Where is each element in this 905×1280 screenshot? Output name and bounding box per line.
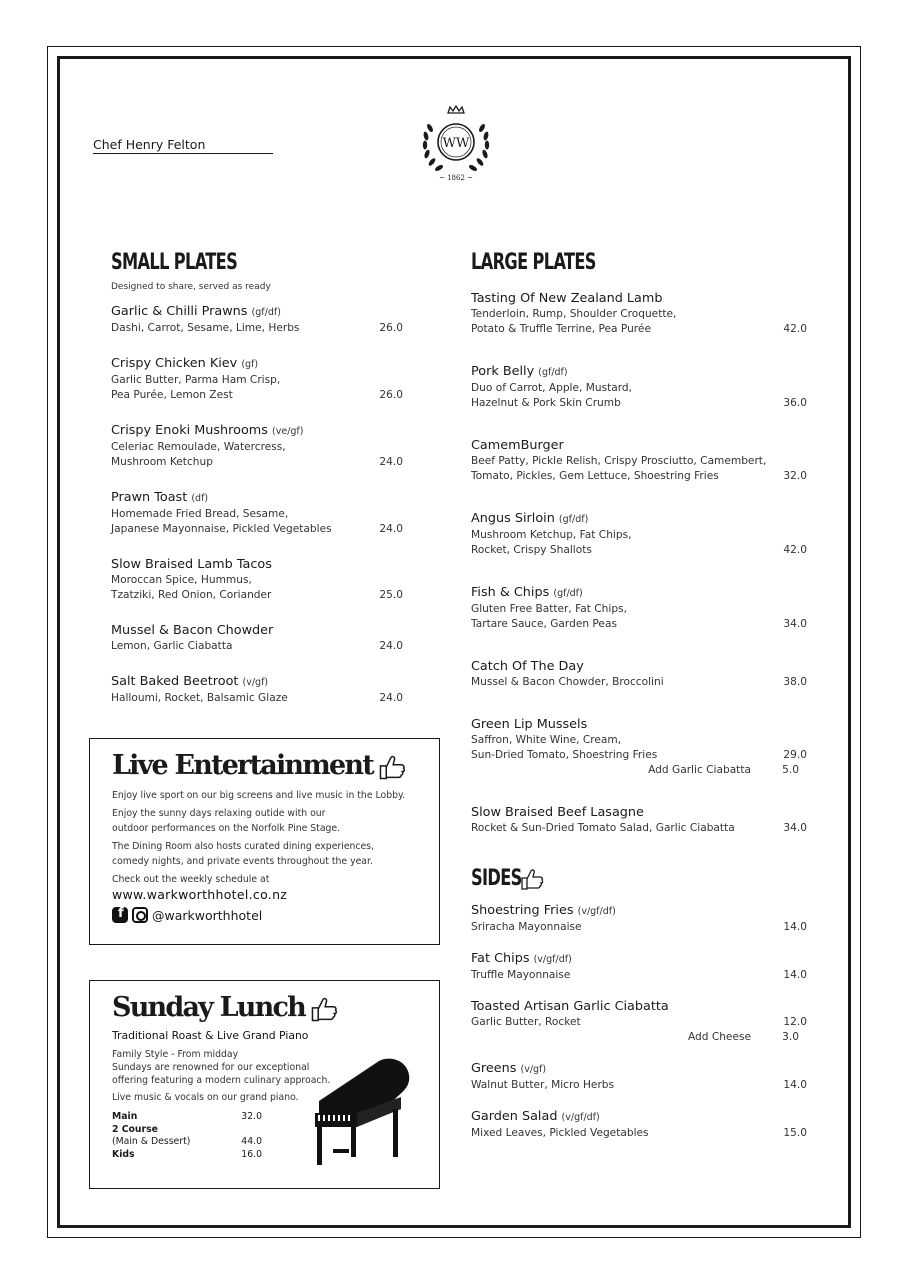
logo-monogram: WW	[442, 136, 470, 151]
social-handle[interactable]: @warkworthhotel	[152, 907, 263, 923]
live-entertainment-title-text: Live Entertainment	[112, 750, 373, 781]
dietary-tag: (v/gf/df)	[533, 954, 572, 965]
menu-item-name: CamemBurger	[471, 438, 564, 453]
menu-item-price: 24.0	[379, 456, 403, 468]
menu-item	[471, 438, 807, 484]
small-plates-list	[111, 304, 403, 706]
menu-item-price: 26.0	[379, 322, 403, 334]
social-row	[112, 907, 417, 923]
sides-heading-row	[471, 866, 807, 891]
sunday-lunch-box	[89, 980, 440, 1189]
thumbs-up-icon	[519, 867, 545, 891]
sunday-text-2: Live music & vocals on our grand piano.	[112, 1092, 299, 1103]
small-plates-section	[111, 250, 403, 706]
sides-heading: SIDES	[471, 866, 522, 891]
ent-text-2: Enjoy the sunny days relaxing outide with our outdoor performances on the Norfolk Pine Stage.	[112, 808, 341, 834]
large-plates-list	[471, 291, 807, 836]
menu-item-name: Garden Salad (v/gf/df)	[471, 1109, 600, 1124]
menu-item	[111, 423, 403, 470]
menu-item-description: Sriracha Mayonnaise	[471, 921, 582, 933]
sunday-price-row: (Main & Dessert) 44.0	[112, 1136, 262, 1147]
menu-item-name: Slow Braised Lamb Tacos	[111, 557, 272, 572]
menu-item-description: Walnut Butter, Micro Herbs	[471, 1079, 615, 1091]
menu-item-description: Rocket & Sun-Dried Tomato Salad, Garlic Ciabatta	[471, 822, 735, 834]
menu-item-description: Dashi, Carrot, Sesame, Lime, Herbs	[111, 322, 300, 334]
menu-item-name: Salt Baked Beetroot (v/gf)	[111, 674, 269, 689]
menu-item-description: Japanese Mayonnaise, Pickled Vegetables	[111, 523, 332, 535]
website-link[interactable]: www.warkworthhotel.co.nz	[112, 887, 288, 902]
menu-item-name: Fish & Chips (gf/df)	[471, 585, 583, 600]
menu-item-description: Tenderloin, Rump, Shoulder Croquette,	[471, 308, 677, 320]
menu-item-description: Rocket, Crispy Shallots	[471, 544, 592, 556]
menu-item-description: Truffle Mayonnaise	[471, 969, 571, 981]
menu-item	[111, 623, 403, 654]
menu-item-price: 36.0	[783, 397, 807, 409]
menu-item-name: Slow Braised Beef Lasagne	[471, 805, 644, 820]
menu-item	[111, 490, 403, 537]
menu-item-description: Gluten Free Batter, Fat Chips,	[471, 603, 627, 615]
menu-item-description: Tomato, Pickles, Gem Lettuce, Shoestring Fries	[471, 470, 719, 482]
menu-item-price: 42.0	[783, 544, 807, 556]
menu-item-description: Halloumi, Rocket, Balsamic Glaze	[111, 692, 288, 704]
menu-item-name: Fat Chips (v/gf/df)	[471, 951, 572, 966]
sunday-subtitle: Traditional Roast & Live Grand Piano	[112, 1029, 309, 1042]
menu-item-name: Crispy Chicken Kiev (gf)	[111, 356, 259, 371]
menu-item-name: Crispy Enoki Mushrooms (ve/gf)	[111, 423, 304, 438]
menu-item-name: Toasted Artisan Garlic Ciabatta	[471, 999, 669, 1014]
menu-item-description: Duo of Carrot, Apple, Mustard,	[471, 382, 633, 394]
menu-item-name: Catch Of The Day	[471, 659, 584, 674]
menu-item	[111, 304, 403, 336]
menu-item-name: Green Lip Mussels	[471, 717, 588, 732]
menu-item-description: Mushroom Ketchup	[111, 456, 213, 468]
large-plates-section	[471, 250, 807, 1141]
menu-item-description: Beef Patty, Pickle Relish, Crispy Prosciutto, Camembert,	[471, 455, 767, 467]
menu-item-description: Mushroom Ketchup, Fat Chips,	[471, 529, 632, 541]
logo-year: ~ 1862 ~	[439, 174, 473, 182]
dietary-tag: (v/gf/df)	[561, 1112, 600, 1123]
menu-item	[111, 356, 403, 403]
menu-item	[111, 557, 403, 603]
menu-item-description: Mussel & Bacon Chowder, Broccolini	[471, 676, 664, 688]
menu-item-price: 34.0	[783, 822, 807, 834]
dietary-tag: (df)	[191, 493, 209, 504]
live-entertainment-title	[112, 747, 417, 785]
menu-item	[471, 364, 807, 411]
menu-item-description: Celeriac Remoulade, Watercress,	[111, 441, 286, 453]
dietary-tag: (v/gf/df)	[577, 906, 616, 917]
hotel-crest-logo	[414, 104, 498, 184]
menu-item-price: 24.0	[379, 523, 403, 535]
sunday-price-row: Kids 16.0	[112, 1148, 262, 1160]
menu-item-description: Lemon, Garlic Ciabatta	[111, 640, 233, 652]
menu-item-name: Angus Sirloin (gf/df)	[471, 511, 589, 526]
sunday-lunch-title	[112, 989, 417, 1027]
dietary-tag: (v/gf)	[242, 677, 269, 688]
menu-item-price: 32.0	[783, 470, 807, 482]
menu-item	[471, 1061, 807, 1093]
menu-item	[471, 903, 807, 935]
sunday-lunch-title-text: Sunday Lunch	[112, 992, 305, 1023]
menu-item	[471, 585, 807, 632]
dietary-tag: (gf)	[241, 359, 259, 370]
menu-item-price: 42.0	[783, 323, 807, 335]
menu-item-price: 26.0	[379, 389, 403, 401]
menu-item-addon: Add Garlic Ciabatta 5.0	[648, 764, 799, 776]
small-plates-subtitle: Designed to share, served as ready	[111, 282, 271, 292]
menu-item-name: Garlic & Chilli Prawns (gf/df)	[111, 304, 281, 319]
menu-item-name: Shoestring Fries (v/gf/df)	[471, 903, 616, 918]
menu-item-price: 29.0	[783, 749, 807, 761]
menu-item-description: Saffron, White Wine, Cream,	[471, 734, 622, 746]
large-plates-heading: LARGE PLATES	[471, 250, 596, 275]
menu-item-description: Garlic Butter, Parma Ham Crisp,	[111, 374, 281, 386]
menu-item-name: Prawn Toast (df)	[111, 490, 209, 505]
menu-item-description: Potato & Truffle Terrine, Pea Purée	[471, 323, 651, 335]
menu-item-price: 15.0	[783, 1127, 807, 1139]
menu-item-price: 14.0	[783, 969, 807, 981]
facebook-icon[interactable]	[112, 907, 128, 923]
menu-item-name: Tasting Of New Zealand Lamb	[471, 291, 663, 306]
menu-item-price: 38.0	[783, 676, 807, 688]
menu-item-description: Mixed Leaves, Pickled Vegetables	[471, 1127, 649, 1139]
sunday-price-list	[112, 1111, 262, 1161]
sunday-text-1: Family Style - From midday Sundays are renowned for our exceptional offering featuring a modern culinary approach.	[112, 1049, 331, 1086]
menu-item-price: 34.0	[783, 618, 807, 630]
grand-piano-icon	[309, 1053, 421, 1171]
menu-item-description: Hazelnut & Pork Skin Crumb	[471, 397, 621, 409]
menu-item	[111, 674, 403, 706]
small-plates-heading: SMALL PLATES	[111, 250, 238, 275]
menu-item-description: Tartare Sauce, Garden Peas	[471, 618, 617, 630]
menu-item-name: Greens (v/gf)	[471, 1061, 547, 1076]
dietary-tag: (gf/df)	[553, 588, 583, 599]
menu-item	[471, 1109, 807, 1141]
dietary-tag: (gf/df)	[558, 514, 589, 525]
sides-list	[471, 903, 807, 1141]
menu-item-description: Garlic Butter, Rocket	[471, 1016, 581, 1028]
thumbs-up-icon	[309, 995, 339, 1023]
menu-item-description: Sun-Dried Tomato, Shoestring Fries	[471, 749, 658, 761]
menu-item-description: Moroccan Spice, Hummus,	[111, 574, 252, 586]
menu-item-price: 24.0	[379, 640, 403, 652]
menu-item	[471, 659, 807, 690]
menu-item-description: Pea Purée, Lemon Zest	[111, 389, 233, 401]
sunday-price-row: Main 32.0	[112, 1111, 262, 1122]
menu-item-addon: Add Cheese 3.0	[687, 1031, 799, 1043]
menu-item-price: 12.0	[783, 1016, 807, 1028]
dietary-tag: (ve/gf)	[272, 426, 304, 437]
menu-item-name: Mussel & Bacon Chowder	[111, 623, 274, 638]
menu-item-price: 14.0	[783, 1079, 807, 1091]
dietary-tag: (gf/df)	[251, 307, 281, 318]
menu-item	[471, 999, 807, 1045]
menu-item-price: 14.0	[783, 921, 807, 933]
sunday-price-row: 2 Course	[112, 1123, 158, 1135]
ent-text-4: Check out the weekly schedule at	[112, 874, 270, 885]
dietary-tag: (v/gf)	[520, 1064, 547, 1075]
ent-text-1: Enjoy live sport on our big screens and live music in the Lobby.	[112, 790, 406, 801]
menu-item	[471, 717, 807, 778]
menu-item-description: Homemade Fried Bread, Sesame,	[111, 508, 289, 520]
menu-item	[471, 291, 807, 337]
dietary-tag: (gf/df)	[538, 367, 568, 378]
menu-item-price: 25.0	[379, 589, 403, 601]
menu-item-description: Tzatziki, Red Onion, Coriander	[111, 589, 272, 601]
menu-item	[471, 805, 807, 836]
instagram-icon[interactable]	[132, 907, 148, 923]
menu-item	[471, 951, 807, 983]
menu-item	[471, 511, 807, 558]
menu-item-price: 24.0	[379, 692, 403, 704]
menu-item-name: Pork Belly (gf/df)	[471, 364, 568, 379]
live-entertainment-box	[89, 738, 440, 945]
ent-text-3: The Dining Room also hosts curated dining experiences, comedy nights, and private events throughout the year.	[112, 841, 375, 867]
thumbs-up-icon	[377, 753, 407, 781]
chef-name: Chef Henry Felton	[93, 137, 273, 154]
